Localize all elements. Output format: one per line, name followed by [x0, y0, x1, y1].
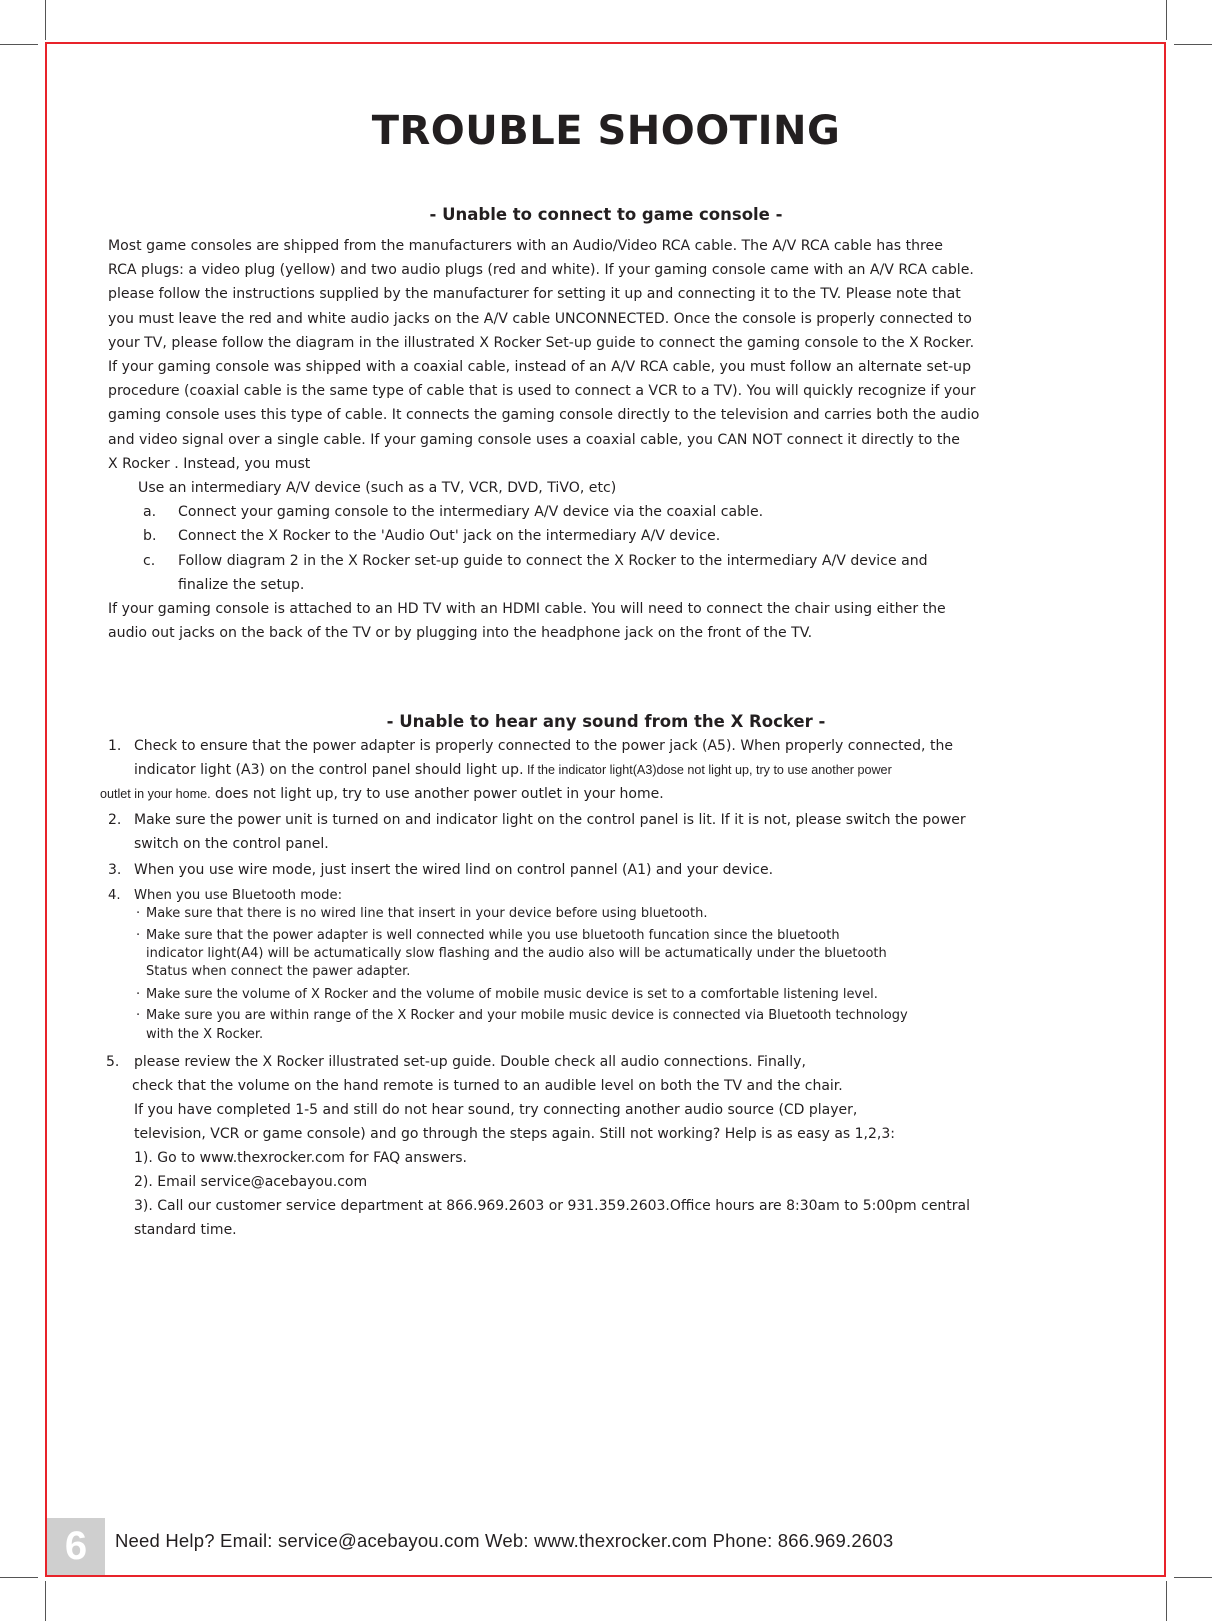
crop-mark	[1166, 0, 1167, 40]
page-title: TROUBLE SHOOTING	[371, 108, 841, 154]
section-title-sound: - Unable to hear any sound from the X Rocker -	[386, 712, 826, 731]
step-marker: a.	[143, 504, 157, 521]
list-item-line	[100, 786, 664, 802]
crop-mark	[1166, 1581, 1167, 1621]
crop-mark	[0, 1577, 38, 1578]
crop-mark	[45, 1581, 46, 1621]
step-text: Connect your gaming console to the intermediary A/V device via the coaxial cable.	[178, 504, 764, 521]
crop-mark	[1174, 44, 1212, 45]
item-text: When you use wire mode, just insert the wired lind on control pannel (A1) and your device.	[134, 862, 774, 878]
item-text: When you use Bluetooth mode:	[134, 888, 343, 903]
step-text: Connect the X Rocker to the 'Audio Out' jack on the intermediary A/V device.	[178, 528, 721, 545]
item-text: does not light up, try to use another power outlet in your home.	[210, 786, 664, 802]
paragraph-line: If your gaming console was shipped with a coaxial cable, instead of an A/V RCA cable, you must follow an alternate set-up	[108, 359, 972, 376]
list-item-line	[134, 762, 892, 778]
paragraph-line: procedure (coaxial cable is the same type of cable that is used to connect a VCR to a TV). You will quickly recognize if your	[108, 383, 976, 400]
item-text: Check to ensure that the power adapter is properly connected to the power jack (A5). When properly connected, the	[134, 738, 953, 754]
step-marker: c.	[143, 552, 156, 569]
item-text: please review the X Rocker illustrated set-up guide. Double check all audio connections. Finally,	[134, 1054, 806, 1070]
step-text: Follow diagram 2 in the X Rocker set-up guide to connect the X Rocker to the intermediary A/V device and	[178, 552, 928, 569]
step-item	[108, 549, 1108, 573]
list-item	[106, 1054, 806, 1070]
bluetooth-bullet-continuation: with the X Rocker.	[146, 1027, 264, 1042]
bluetooth-bullet: · Make sure that there is no wired line that insert in your device before using bluetooth.	[136, 906, 708, 921]
item-number: 1.	[108, 738, 122, 754]
paragraph-line: and video signal over a single cable. If your gaming console uses a coaxial cable, you CAN NOT connect it directly to the	[108, 431, 960, 448]
crop-mark	[0, 44, 38, 45]
list-item-line: check that the volume on the hand remote is turned to an audible level on both the TV and the chair.	[132, 1078, 843, 1094]
console-paragraph	[108, 234, 1108, 645]
list-item-line: television, VCR or game console) and go through the steps again. Still not working? Help is as easy as 1,2,3:	[134, 1126, 895, 1142]
item-text-inserted: If the indicator light(A3)dose not light up, try to use another power	[523, 763, 892, 777]
list-item	[108, 862, 773, 878]
list-item	[108, 888, 342, 903]
item-number: 4.	[108, 888, 121, 903]
step-item	[108, 500, 1108, 524]
step-continuation: finalize the setup.	[178, 576, 305, 593]
crop-mark	[1174, 1577, 1212, 1578]
item-number: 2.	[108, 812, 122, 828]
bluetooth-bullet: · Make sure that the power adapter is well connected while you use bluetooth funcation since the bluetooth	[136, 928, 840, 943]
page-number: 6	[47, 1518, 105, 1575]
paragraph-line: gaming console uses this type of cable. It connects the gaming console directly to the television and carries both the audio	[108, 407, 980, 424]
list-item	[108, 738, 953, 754]
bluetooth-bullet: · Make sure you are within range of the X Rocker and your mobile music device is connected via Bluetooth technology	[136, 1008, 908, 1023]
list-item-line: 2). Email service@acebayou.com	[134, 1174, 368, 1190]
list-item-line: switch on the control panel.	[134, 836, 329, 852]
help-contact-footer: Need Help? Email: service@acebayou.com Web: www.thexrocker.com Phone: 866.969.2603	[115, 1530, 894, 1551]
item-number: 3.	[108, 862, 122, 878]
use-line: Use an intermediary A/V device (such as a TV, VCR, DVD, TiVO, etc)	[138, 480, 617, 497]
item-text: Make sure the power unit is turned on and indicator light on the control panel is lit. If it is not, please switch the power	[134, 812, 966, 828]
bluetooth-bullet: · Make sure the volume of X Rocker and the volume of mobile music device is set to a comfortable listening level.	[136, 987, 878, 1002]
item-number: 5.	[106, 1054, 120, 1070]
bluetooth-bullet-continuation: indicator light(A4) will be actumatically slow flashing and the audio also will be actumatically under the bluetooth	[146, 946, 887, 961]
paragraph-line: you must leave the red and white audio jacks on the A/V cable UNCONNECTED. Once the console is properly connected to	[108, 310, 972, 327]
paragraph-line: RCA plugs: a video plug (yellow) and two audio plugs (red and white). If your gaming console came with an A/V RCA cable.	[108, 262, 974, 279]
crop-mark	[45, 0, 46, 40]
paragraph-line: your TV, please follow the diagram in the illustrated X Rocker Set-up guide to connect the gaming console to the X Rocker.	[108, 334, 975, 351]
hdmi-line: audio out jacks on the back of the TV or by plugging into the headphone jack on the front of the TV.	[108, 625, 813, 642]
step-item	[108, 524, 1108, 548]
list-item	[108, 812, 966, 828]
list-item-line: standard time.	[134, 1222, 237, 1238]
step-marker: b.	[143, 528, 157, 545]
list-item-line: 1). Go to www.thexrocker.com for FAQ answers.	[134, 1150, 467, 1166]
paragraph-line: please follow the instructions supplied by the manufacturer for setting it up and connecting it to the TV. Please note that	[108, 286, 961, 303]
paragraph-line: Most game consoles are shipped from the manufacturers with an Audio/Video RCA cable. The A/V RCA cable has three	[108, 238, 943, 254]
item-text-inserted: outlet in your home.	[100, 787, 211, 801]
list-item-line: If you have completed 1-5 and still do not hear sound, try connecting another audio source (CD player,	[134, 1102, 858, 1118]
paragraph-line: X Rocker . Instead, you must	[108, 455, 311, 472]
section-title-console: - Unable to connect to game console -	[429, 205, 783, 224]
bluetooth-bullet-continuation: Status when connect the pawer adapter.	[146, 964, 411, 979]
hdmi-line: If your gaming console is attached to an HD TV with an HDMI cable. You will need to connect the chair using either the	[108, 601, 946, 618]
item-text: indicator light (A3) on the control panel should light up.	[134, 762, 524, 778]
list-item-line: 3). Call our customer service department at 866.969.2603 or 931.359.2603.Office hours are 8:30am to 5:00pm central	[134, 1198, 971, 1214]
